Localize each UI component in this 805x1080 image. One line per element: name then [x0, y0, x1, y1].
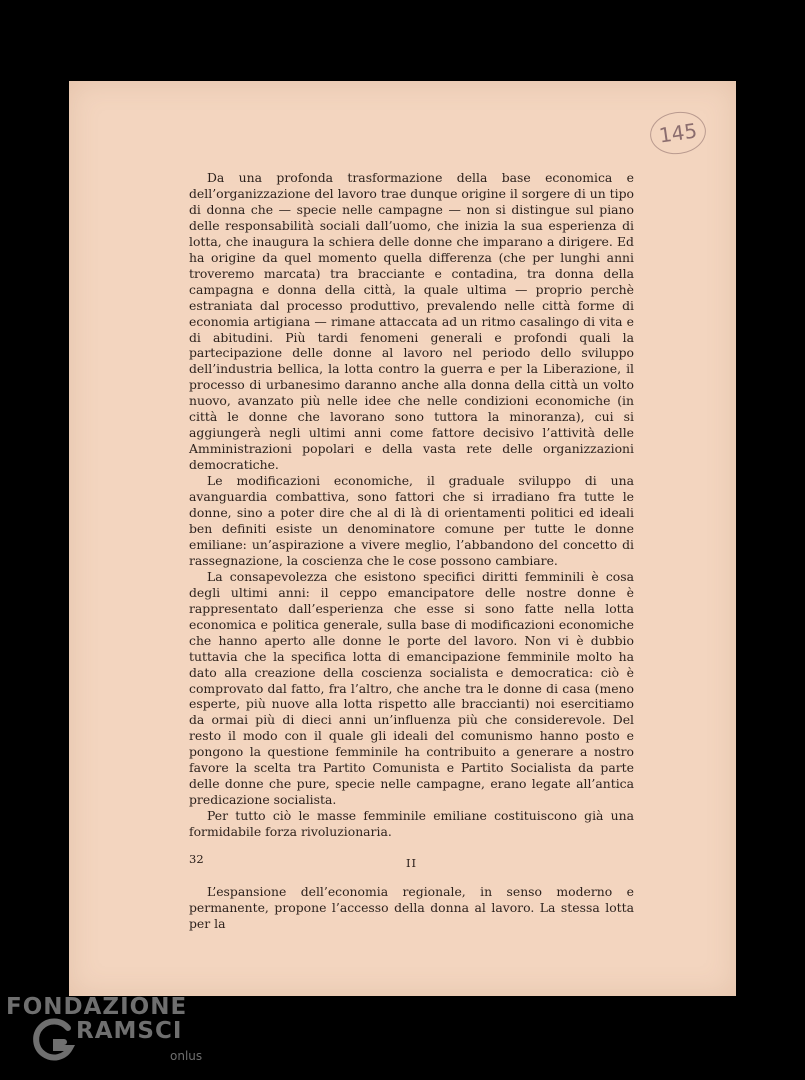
paragraph: Le modificazioni economiche, il graduale sviluppo di una avanguardia combattiva, sono fattori che si irradiano fra tutte le donne, sino a poter dire che al di là di orientamenti politici ed ideali ben definiti esiste un denominatore comune per tutte le donne emiliane: un’aspirazione a vivere meglio, l’abbandono del concetto di rassegnazione, la coscienza che le cose possono cambiare.: [189, 473, 634, 568]
page-number: 32: [189, 852, 204, 866]
fondazione-gramsci-logo: [6, 994, 216, 1074]
paragraph: La consapevolezza che esistono specifici diritti femminili è cosa degli ultimi anni: il ceppo emancipatore delle nostre donne è rappresentato dall’esperienza che esse si sono fatte nella lotta economica e politica generale, sulla base di modificazioni economiche che hanno aperto alle donne le porte del lavoro. Non vi è dubbio tuttavia che la specifica lotta di emancipazione femminile molto ha dato alla creazione della coscienza socialista e democratica: ciò è comprovato dal fatto, fra l’altro, che anche tra le donne di casa (meno esperte, più nuove alla lotta rispetto alle braccianti) noi esercitiamo da ormai più di dieci anni un’influenza più che considerevole. Del resto il modo con il quale gli ideali del comunismo hanno posto e pongono la questione femminile ha contribuito a generare a nostro favore la scelta tra Partito Comunista e Partito Socialista da parte delle donne che pure, specie nelle campagne, erano legate all’antica predicazione socialista.: [189, 568, 634, 808]
logo-suffix: onlus: [170, 1049, 203, 1063]
paragraph: L’espansione dell’economia regionale, in senso moderno e permanente, propone l’accesso della donna al lavoro. La stessa lotta per la: [189, 883, 634, 931]
paragraph: Da una profonda trasformazione della base economica e dell’organizzazione del lavoro trae dunque origine il sorgere di un tipo di donna che — specie nelle campagne — non si distingue sul piano delle responsabilità sociali dall’uomo, che inizia la sua esperienza di lotta, che inaugura la schiera delle donne che imparano a dirigere. Ed ha origine da quel momento quella differenza (che per lunghi anni troveremo marcata) tra bracciante e contadina, tra donna della campagna e donna della città, la quale ultima — proprio perchè estraniata dal processo produttivo, prevalendo nelle città forme di economia artigiana — rimane attaccata ad un ritmo casalingo di vita e di abitudini. Più tardi fenomeni generali e profondi quali la partecipazione delle donne al lavoro nel periodo dello sviluppo dell’industria bellica, la lotta contro la guerra e per la Liberazione, il processo di urbanesimo daranno anche alla donna della città un volto nuovo, avanzato più nelle idee che nelle condizioni economiche (in città le donne che lavorano sono tuttora la minoranza), cui si aggiungerà negli ultimi anni come fattore decisivo l’attività delle Amministrazioni popolari e della vasta rete delle organizzazioni democratiche.: [189, 170, 634, 473]
section-heading: II: [405, 856, 418, 871]
logo-text-line2: RAMSCI: [76, 1018, 183, 1044]
logo-text-line1: FONDAZIONE: [6, 994, 188, 1020]
paragraph: Per tutto ciò le masse femminile emiliane costituiscono già una formidabile forza rivoluzionaria.: [189, 808, 634, 840]
handwritten-page-number: 145: [647, 108, 708, 157]
logo-g-mark-icon: [32, 1018, 76, 1066]
body-text: [189, 170, 634, 932]
